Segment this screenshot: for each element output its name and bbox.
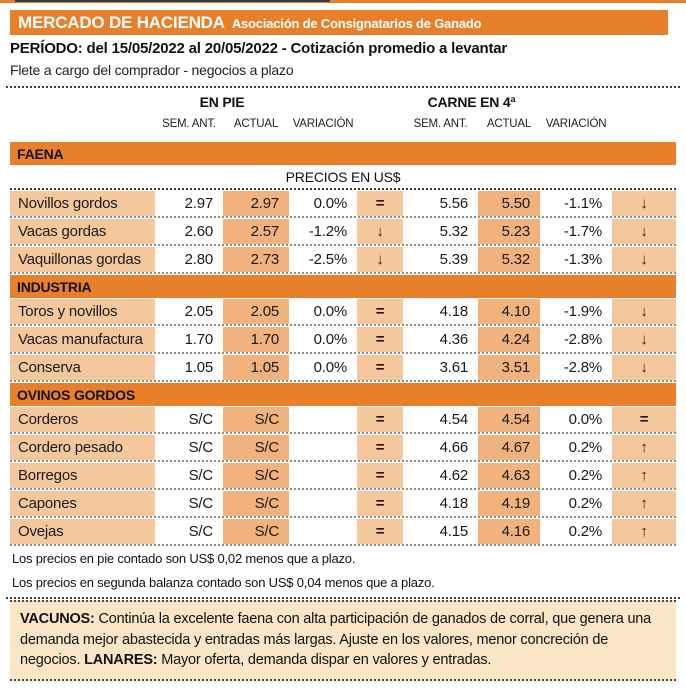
col-subheader-sem-ant-2: SEM. ANT. xyxy=(413,118,468,130)
trend-equal-icon: = xyxy=(357,327,403,352)
table-row xyxy=(10,219,676,246)
trend-equal-icon: = xyxy=(357,355,403,380)
col-subheader-actual-1: ACTUAL xyxy=(233,118,279,130)
trend-down-icon: ↓ xyxy=(612,355,676,380)
footnote: Los precios en pie contado son US$ 0,02 menos que a plazo. xyxy=(12,551,356,566)
page-title: MERCADO DE HACIENDA xyxy=(18,12,225,32)
cell-carne-variacion: 0.2% xyxy=(540,519,612,544)
cell-en-pie-actual: S/C xyxy=(223,519,289,544)
row-label: Conserva xyxy=(10,355,155,380)
row-label: Borregos xyxy=(10,463,155,488)
trend-equal-icon: = xyxy=(357,407,403,432)
cell-en-pie-variacion: 0.0% xyxy=(289,355,357,380)
cell-carne-actual: 5.50 xyxy=(478,191,540,216)
trend-equal-icon: = xyxy=(612,407,676,432)
top-rule-dark-segment xyxy=(15,0,330,2)
cell-en-pie-variacion xyxy=(289,519,357,544)
cell-en-pie-actual: S/C xyxy=(223,407,289,432)
period-line: PERÍODO: del 15/05/2022 al 20/05/2022 - Cotización promedio a levantar xyxy=(10,40,508,57)
group-carne-label: CARNE EN 4ª xyxy=(427,94,516,110)
price-table xyxy=(10,142,676,547)
table-row xyxy=(10,191,676,218)
col-subheader-actual-2: ACTUAL xyxy=(486,118,532,130)
section-header-industria: INDUSTRIA xyxy=(10,275,676,298)
cell-carne-variacion: 0.2% xyxy=(540,435,612,460)
row-label: Capones xyxy=(10,491,155,516)
cell-en-pie-sem-ant: 2.97 xyxy=(155,191,223,216)
prices-currency-note: PRECIOS EN US$ xyxy=(285,169,401,185)
trend-up-icon: ↑ xyxy=(612,519,676,544)
trend-down-icon: ↓ xyxy=(357,247,403,272)
cell-carne-sem-ant: 4.54 xyxy=(403,407,478,432)
table-row xyxy=(10,407,676,434)
trend-up-icon: ↑ xyxy=(612,435,676,460)
cell-en-pie-actual: 1.70 xyxy=(223,327,289,352)
table-row xyxy=(10,519,676,546)
dotted-divider xyxy=(6,86,680,88)
cell-en-pie-actual: 2.97 xyxy=(223,191,289,216)
cell-carne-variacion: -2.8% xyxy=(540,327,612,352)
cell-en-pie-sem-ant: 2.60 xyxy=(155,219,223,244)
row-label: Toros y novillos xyxy=(10,299,155,324)
trend-equal-icon: = xyxy=(357,519,403,544)
row-label: Novillos gordos xyxy=(10,191,155,216)
trend-down-icon: ↓ xyxy=(612,219,676,244)
cell-en-pie-sem-ant: 2.05 xyxy=(155,299,223,324)
dotted-divider xyxy=(6,597,680,599)
section-header-ovinos-gordos: OVINOS GORDOS xyxy=(10,383,676,406)
row-label: Cordero pesado xyxy=(10,435,155,460)
page-subtitle: Asociación de Consignatarios de Ganado xyxy=(231,16,482,31)
trend-down-icon: ↓ xyxy=(357,219,403,244)
cell-carne-sem-ant: 3.61 xyxy=(403,355,478,380)
row-label: Corderos xyxy=(10,407,155,432)
cell-en-pie-variacion xyxy=(289,435,357,460)
cell-en-pie-sem-ant: 2.80 xyxy=(155,247,223,272)
cell-en-pie-sem-ant: S/C xyxy=(155,463,223,488)
cell-carne-sem-ant: 5.56 xyxy=(403,191,478,216)
cell-carne-actual: 3.51 xyxy=(478,355,540,380)
section-header-faena: FAENA xyxy=(10,142,676,165)
cell-en-pie-actual: S/C xyxy=(223,435,289,460)
cell-en-pie-sem-ant: S/C xyxy=(155,519,223,544)
cell-carne-actual: 4.24 xyxy=(478,327,540,352)
row-label: Vacas gordas xyxy=(10,219,155,244)
cell-carne-actual: 5.32 xyxy=(478,247,540,272)
commentary-box xyxy=(10,600,676,681)
cell-carne-variacion: 0.0% xyxy=(540,407,612,432)
cell-en-pie-variacion: -1.2% xyxy=(289,219,357,244)
trend-equal-icon: = xyxy=(357,299,403,324)
table-row xyxy=(10,491,676,518)
cell-carne-actual: 4.63 xyxy=(478,463,540,488)
cell-carne-variacion: 0.2% xyxy=(540,491,612,516)
cell-carne-variacion: -1.3% xyxy=(540,247,612,272)
cell-carne-actual: 4.67 xyxy=(478,435,540,460)
cell-en-pie-variacion xyxy=(289,463,357,488)
cell-carne-actual: 4.10 xyxy=(478,299,540,324)
cell-en-pie-variacion: 0.0% xyxy=(289,191,357,216)
row-label: Ovejas xyxy=(10,519,155,544)
cell-carne-sem-ant: 5.39 xyxy=(403,247,478,272)
title-bar xyxy=(10,10,668,35)
cell-en-pie-actual: S/C xyxy=(223,491,289,516)
cell-carne-actual: 5.23 xyxy=(478,219,540,244)
table-row xyxy=(10,435,676,462)
subheader-row xyxy=(10,118,676,136)
cell-carne-actual: 4.19 xyxy=(478,491,540,516)
col-subheader-variacion-2: VARIACIÓN xyxy=(545,118,607,130)
table-row xyxy=(10,327,676,354)
trend-down-icon: ↓ xyxy=(612,327,676,352)
table-row xyxy=(10,247,676,274)
dotted-divider xyxy=(10,188,676,190)
cell-carne-variacion: 0.2% xyxy=(540,463,612,488)
cell-en-pie-sem-ant: S/C xyxy=(155,491,223,516)
col-subheader-variacion-1: VARIACIÓN xyxy=(292,118,354,130)
commentary-text: VACUNOS: Continúa la excelente faena con alta participación de ganados de corral, que genera una demanda mejor abastecida y entradas más largas. Ajuste en los valores, menor concreción de negocios. LANARES: Mayor oferta, demanda dispar en valores y entradas. xyxy=(20,611,652,669)
cell-en-pie-actual: S/C xyxy=(223,463,289,488)
cell-en-pie-sem-ant: S/C xyxy=(155,407,223,432)
column-group-header xyxy=(10,94,676,114)
cell-carne-variacion: -1.9% xyxy=(540,299,612,324)
col-subheader-sem-ant-1: SEM. ANT. xyxy=(162,118,216,130)
trend-down-icon: ↓ xyxy=(612,247,676,272)
trend-equal-icon: = xyxy=(357,435,403,460)
cell-en-pie-actual: 2.73 xyxy=(223,247,289,272)
cell-carne-actual: 4.16 xyxy=(478,519,540,544)
trend-equal-icon: = xyxy=(357,491,403,516)
trend-up-icon: ↑ xyxy=(612,463,676,488)
cell-carne-sem-ant: 5.32 xyxy=(403,219,478,244)
trend-equal-icon: = xyxy=(357,191,403,216)
cell-en-pie-sem-ant: 1.05 xyxy=(155,355,223,380)
table-row xyxy=(10,463,676,490)
trend-down-icon: ↓ xyxy=(612,191,676,216)
cell-en-pie-variacion: 0.0% xyxy=(289,327,357,352)
cell-en-pie-actual: 1.05 xyxy=(223,355,289,380)
cell-carne-sem-ant: 4.36 xyxy=(403,327,478,352)
cell-carne-actual: 4.54 xyxy=(478,407,540,432)
trend-up-icon: ↑ xyxy=(612,491,676,516)
cell-carne-sem-ant: 4.62 xyxy=(403,463,478,488)
cell-carne-sem-ant: 4.18 xyxy=(403,299,478,324)
row-label: Vaquillonas gordas xyxy=(10,247,155,272)
cell-carne-variacion: -1.1% xyxy=(540,191,612,216)
cell-en-pie-variacion: -2.5% xyxy=(289,247,357,272)
cell-en-pie-sem-ant: S/C xyxy=(155,435,223,460)
cell-en-pie-sem-ant: 1.70 xyxy=(155,327,223,352)
cell-en-pie-actual: 2.05 xyxy=(223,299,289,324)
cell-en-pie-actual: 2.57 xyxy=(223,219,289,244)
cell-carne-variacion: -1.7% xyxy=(540,219,612,244)
freight-line: Flete a cargo del comprador - negocios a plazo xyxy=(10,62,294,78)
cell-en-pie-variacion xyxy=(289,407,357,432)
cell-carne-sem-ant: 4.66 xyxy=(403,435,478,460)
cell-carne-sem-ant: 4.15 xyxy=(403,519,478,544)
trend-down-icon: ↓ xyxy=(612,299,676,324)
group-en-pie-label: EN PIE xyxy=(199,94,245,110)
footnote: Los precios en segunda balanza contado son US$ 0,04 menos que a plazo. xyxy=(12,575,435,590)
table-row xyxy=(10,355,676,382)
table-row xyxy=(10,299,676,326)
row-label: Vacas manufactura xyxy=(10,327,155,352)
cell-en-pie-variacion: 0.0% xyxy=(289,299,357,324)
cell-carne-sem-ant: 4.18 xyxy=(403,491,478,516)
cell-carne-variacion: -2.8% xyxy=(540,355,612,380)
cell-en-pie-variacion xyxy=(289,491,357,516)
trend-equal-icon: = xyxy=(357,463,403,488)
